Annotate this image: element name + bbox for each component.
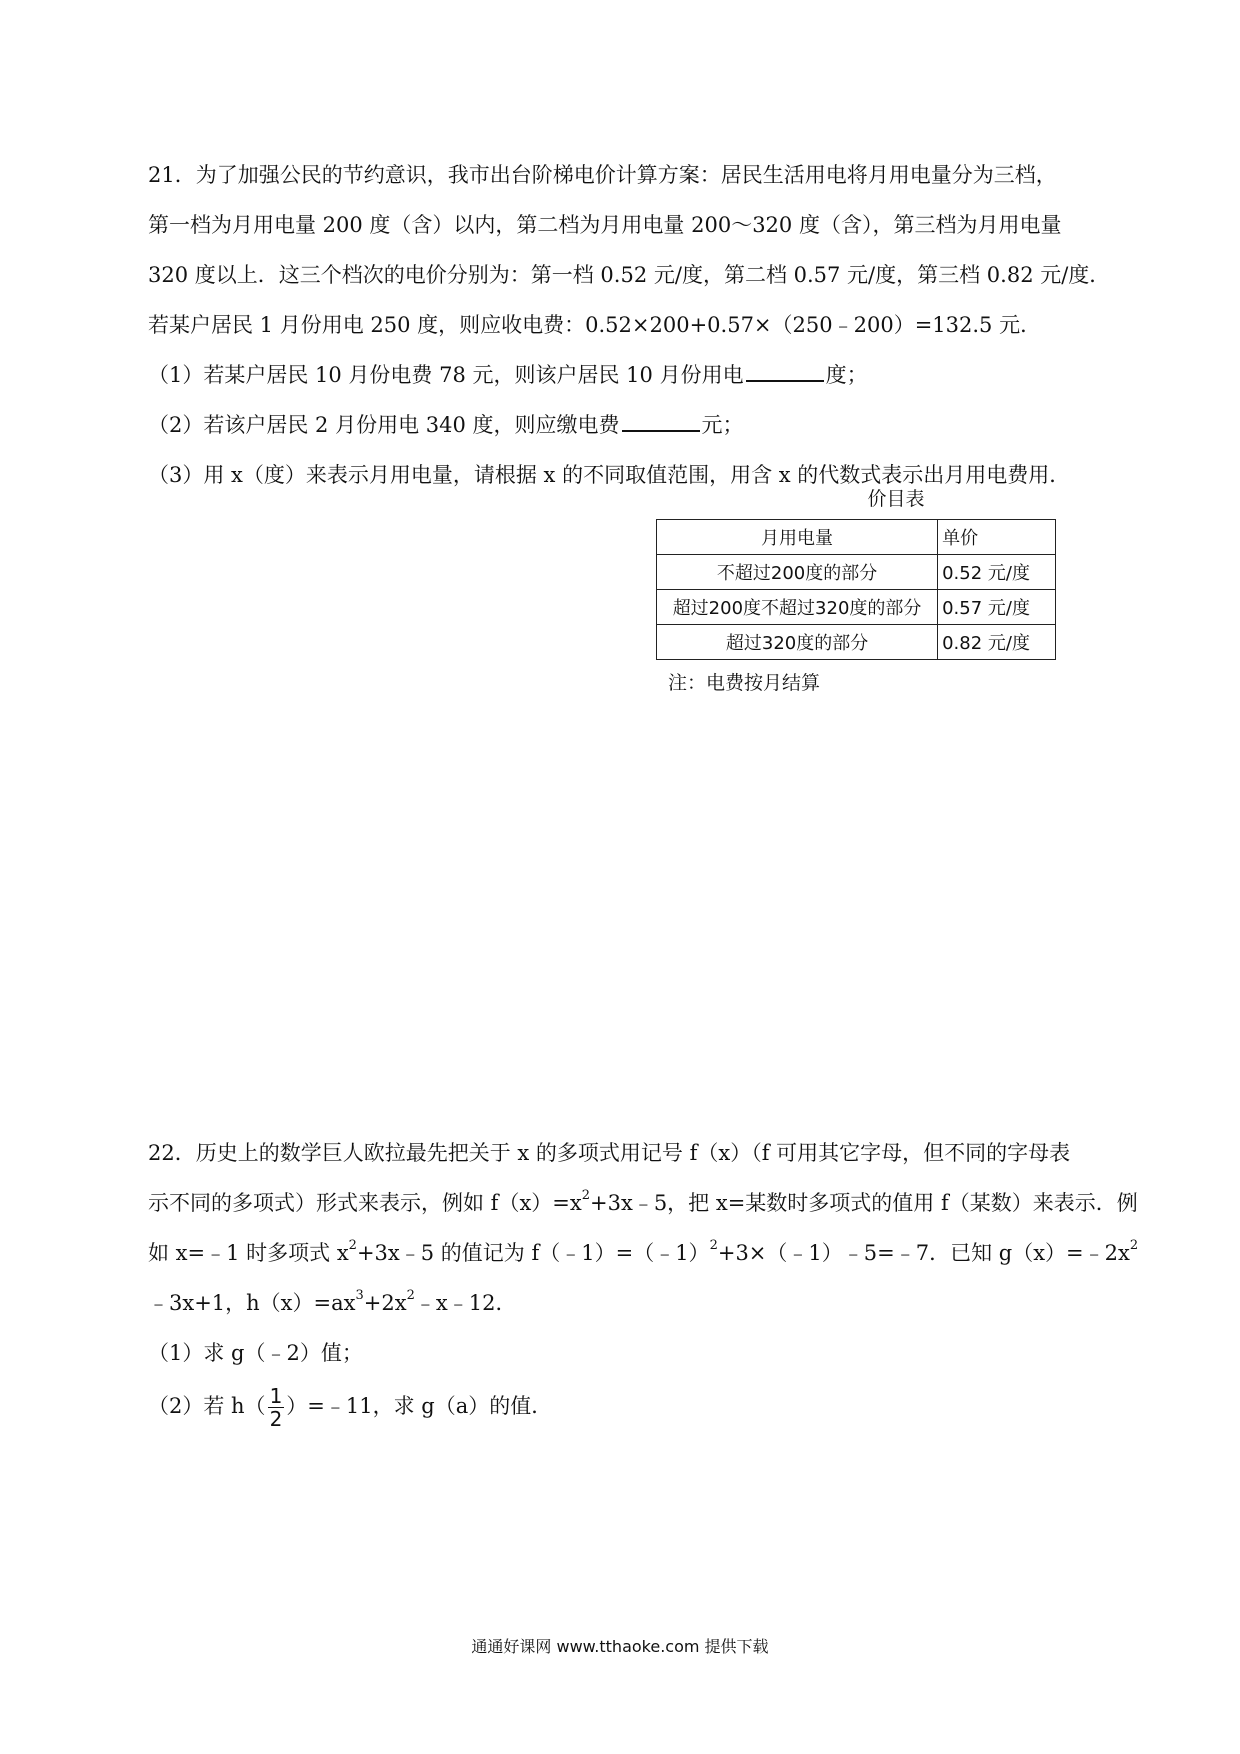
q22-line: 22．历史上的数学巨人欧拉最先把关于 x 的多项式用记号 f（x）（f 可用其它字母，但不同的字母表: [148, 1141, 1071, 1165]
exponent: 2: [581, 1188, 591, 1203]
table-cell: 0.52 元/度: [938, 555, 1056, 590]
table-cell: 超过320度的部分: [657, 625, 938, 660]
q22-sub2-text: ）=﹣11，求 g（a）的值．: [286, 1394, 553, 1418]
exponent: 3: [355, 1288, 364, 1303]
question-22: [148, 1128, 1139, 1434]
q22-sub2: [148, 1378, 1098, 1434]
table-row: [657, 590, 1056, 625]
q21-line: 第一档为月用电量 200 度（含）以内，第二档为月用电量 200～320 度（含），第三档为月用电量: [148, 213, 1062, 237]
q21-line: 若某户居民 1 月份用电 250 度，则应收电费：0.52×200+0.57×（250﹣200）=132.5 元．: [148, 313, 1042, 337]
q21-sub1: [148, 350, 1098, 400]
q22-line: [148, 1278, 1098, 1328]
question-21: [148, 150, 1111, 500]
q22-text: +3x﹣5 的值记为 f（﹣1）=（﹣1）: [356, 1241, 710, 1265]
answer-blank-1[interactable]: [746, 358, 824, 382]
page-footer: 通通好课网 www.tthaoke.com 提供下载: [471, 1637, 769, 1656]
fraction-one-half: [268, 1385, 285, 1430]
q21-sub2: [148, 400, 1098, 450]
q22-text: +2x: [363, 1291, 407, 1315]
q22-text: ﹣3x+1，h（x）=ax: [148, 1291, 356, 1315]
table-cell: 0.82 元/度: [938, 625, 1056, 660]
q21-line: 320 度以上．这三个档次的电价分别为：第一档 0.52 元/度，第二档 0.57 元/度，第三档 0.82 元/度．: [148, 263, 1111, 287]
q22-text: +3x﹣5，把 x=某数时多项式的值用 f（某数）来表示．例: [590, 1191, 1138, 1215]
table-header-row: [657, 520, 1056, 555]
table-cell: 超过200度不超过320度的部分: [657, 590, 938, 625]
q22-sub2-text: （2）若 h（: [148, 1394, 266, 1418]
price-table-note: 注：电费按月结算: [668, 672, 821, 694]
q22-text: ﹣x﹣12．: [414, 1291, 517, 1315]
q21-sub1-text: （1）若某户居民 10 月份电费 78 元，则该户居民 10 月份用电: [148, 363, 744, 387]
table-row: [657, 555, 1056, 590]
answer-blank-2[interactable]: [622, 408, 700, 432]
q21-line: 21．为了加强公民的节约意识，我市出台阶梯电价计算方案：居民生活用电将月用电量分为三档，: [148, 163, 1057, 187]
q22-sub1: （1）求 g（﹣2）值；: [148, 1341, 363, 1365]
exponent: 2: [709, 1238, 718, 1253]
q21-sub1-unit: 度；: [825, 363, 868, 387]
exponent: 2: [1129, 1238, 1139, 1253]
table-cell: 不超过200度的部分: [657, 555, 938, 590]
price-table: [656, 519, 1056, 660]
q21-sub2-text: （2）若该户居民 2 月份用电 340 度，则应缴电费: [148, 413, 620, 437]
fraction-numerator: 1: [269, 1384, 283, 1408]
table-row: [657, 625, 1056, 660]
q21-sub3: （3）用 x（度）来表示月用电量，请根据 x 的不同取值范围，用含 x 的代数式表示出月用电费用．: [148, 463, 1071, 487]
table-header-cell: 单价: [938, 520, 1056, 555]
table-cell: 0.57 元/度: [938, 590, 1056, 625]
fraction-denominator: 2: [269, 1407, 283, 1431]
q22-line: [148, 1228, 1139, 1278]
q22-text: +3×（﹣1）﹣5=﹣7．已知 g（x）=﹣2x: [717, 1241, 1130, 1265]
table-header-cell: 月用电量: [657, 520, 938, 555]
price-table-caption: 价目表: [867, 488, 925, 510]
q22-text: 示不同的多项式）形式来表示，例如 f（x）=x: [148, 1191, 582, 1215]
q22-text: 如 x=﹣1 时多项式 x: [148, 1241, 349, 1265]
q22-line: [148, 1178, 1138, 1228]
price-table-block: [656, 484, 1056, 695]
q21-sub2-unit: 元；: [701, 413, 744, 437]
exponent: 2: [348, 1238, 357, 1253]
exponent: 2: [406, 1288, 415, 1303]
